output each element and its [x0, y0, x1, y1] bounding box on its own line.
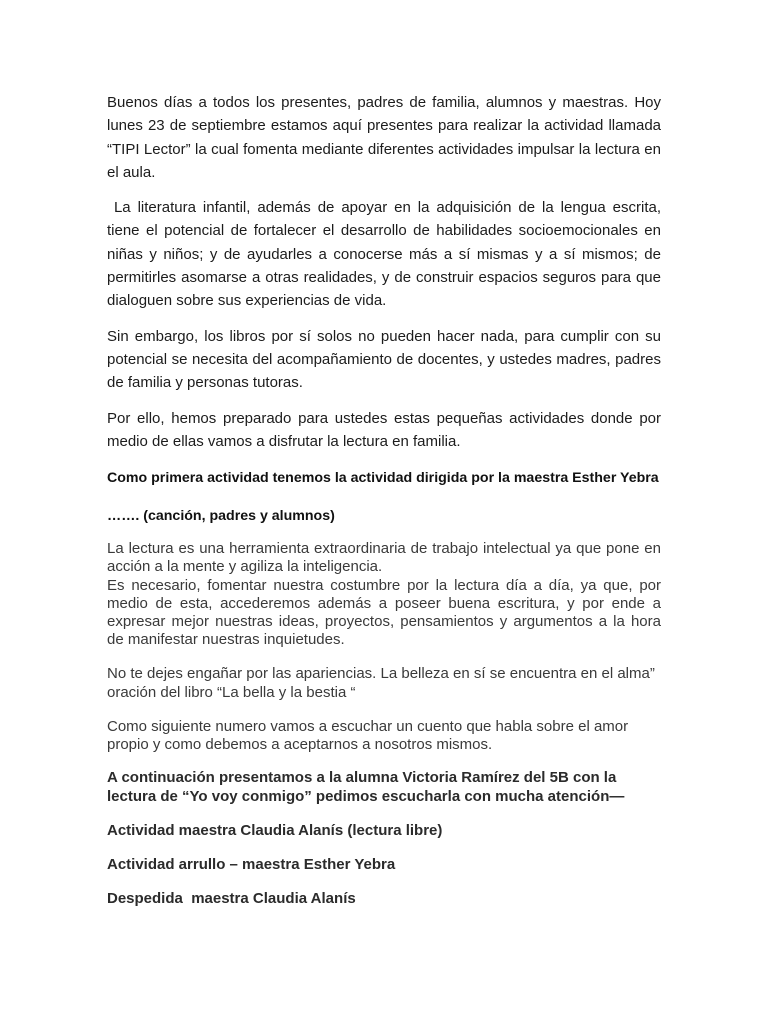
books-paragraph: Sin embargo, los libros por sí solos no pueden hacer nada, para cumplir con su potencial se necesita del acompañamiento de docentes, y ustedes madres, padres de familia y personas tutoras. — [107, 327, 661, 392]
student-reading-item: A continuación presentamos a la alumna Victoria Ramírez del 5B con la lectura de “Yo voy conmigo” pedimos escucharla con mucha atención— — [107, 769, 625, 806]
next-number-text: Como siguiente numero vamos a escuchar un cuento que habla sobre el amor propio y como debemos a aceptarnos a nosotros mismos. — [107, 717, 629, 753]
farewell-item: Despedida maestra Claudia Alanís — [107, 890, 356, 908]
quote-source: oración del libro “La bella y la bestia “ — [107, 683, 356, 701]
activities-paragraph: Por ello, hemos preparado para ustedes estas pequeñas actividades donde por medio de ellas vamos a disfrutar la lectura en familia. — [107, 409, 661, 450]
lullaby-activity-item: Actividad arrullo – maestra Esther Yebra — [107, 856, 396, 874]
literature-paragraph: La literatura infantil, además de apoyar en la adquisición de la lengua escrita, tiene el potencial de fortalecer el desarrollo de habilidades socioemocionales en niñas y niños; y de ayudarles a conocerse más a sí mismas y a sí mismos; de permitirles asomarse a otras realidades, y de construir espacios seguros para que dialoguen sobre sus experiencias de vida. — [107, 199, 666, 310]
quote-block — [107, 665, 661, 701]
reading-text-2: Es necesario, fomentar nuestra costumbre por la lectura día a día, ya que, por medio de esta, accederemos además a poseer buena escritura, y por ende a expresar mejor nuestras ideas, proyectos, pensamientos y argumentos a la hora de manifestar nuestras inquietudes. — [107, 576, 661, 649]
reading-text-1: La lectura es una herramienta extraordinaria de trabajo intelectual ya que pone en acción a la mente y agiliza la inteligencia. — [107, 540, 661, 576]
quote-text: No te dejes engañar por las apariencias. La belleza en sí se encuentra en el alma” — [107, 665, 655, 683]
document-page — [107, 91, 666, 923]
first-activity-line: Como primera actividad tenemos la actividad dirigida por la maestra Esther Yebra — [107, 470, 659, 487]
claudia-activity-item: Actividad maestra Claudia Alanís (lectura libre) — [107, 822, 443, 840]
song-line: ……. (canción, padres y alumnos) — [107, 508, 335, 525]
greeting-paragraph: Buenos días a todos los presentes, padres de familia, alumnos y maestras. Hoy lunes 23 de septiembre estamos aquí presentes para realizar la actividad llamada “TIPI Lector” la cual fomenta mediante diferentes actividades impulsar la lectura en el aula. — [107, 94, 661, 181]
reading-block — [107, 540, 661, 649]
next-number-block — [107, 718, 661, 754]
